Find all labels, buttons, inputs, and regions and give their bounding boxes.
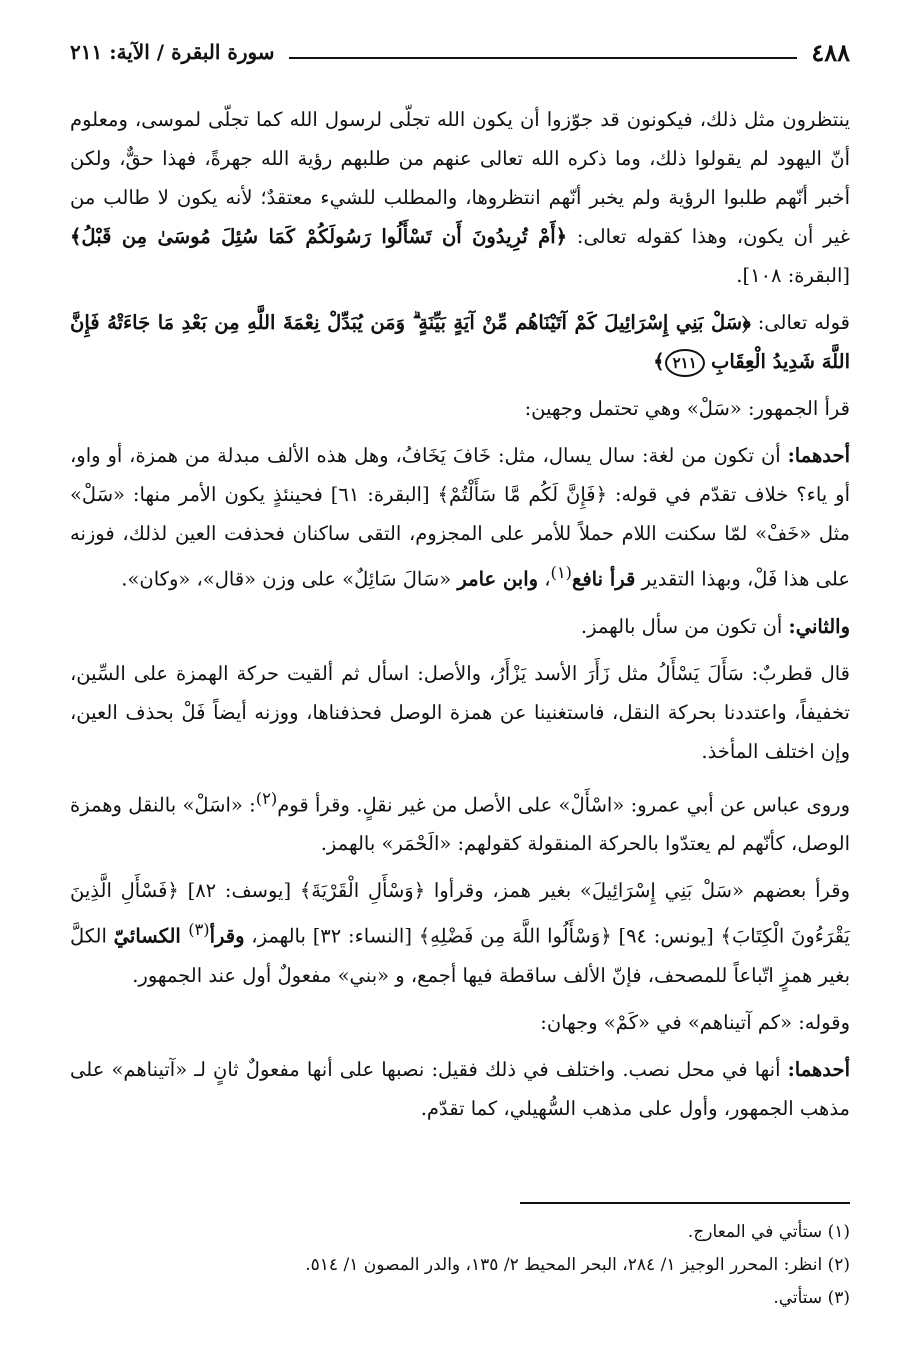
paragraph-text: ينتظرون مثل ذلك، فيكونون قد جوّزوا أن يكون الله تجلّى لرسول الله كما تجلّى لموسى، ومعلوم أنّ اليهود لم يقولوا ذلك، وما ذكره الله تعالى عنهم من طلبهم رؤية الله جهرةً، فهذا حقٌّ، ولكن أخبر أنّهم طلبوا الرؤية ولم يخبر أنّهم انتظروها، والمطلب للشيء معتقدٌ؛ لأنه يكون لا طالب من غير أن يكون، وهذا كقوله تعالى: — [70, 108, 851, 248]
paragraph-text: وروى عباس عن أبي عمرو: «اسْأَلْ» على الأصل من غير نقلٍ. وقرأ قوم — [277, 793, 850, 816]
paragraph-text: أنها في محل نصب. واختلف في ذلك فقيل: نصبها على أنها مفعولٌ ثانٍ لـ «آتيناهم» على مذهب الجمهور، وأول على مذهب السُّهيلي، كما تقدّم. — [70, 1057, 850, 1120]
paragraph-lead: أحدهما: — [787, 1057, 850, 1081]
paragraph-text: أن تكون من لغة: سال يسال، مثل: خَافَ يَخَافُ، وهل هذه الألف مبدلة من همزة، أو واو، أو ياء؟ خلاف تقدّم في قوله: ﴿فَإِنَّ لَكُم مَّا سَأَلْتُمْ﴾ [البقرة: ٦١] فحينئذٍ يكون الأمر منها: «سَلْ» مثل «خَفْ» لمّا سكنت اللام حملاً للأمر على المجزوم، التقى ساكنان فحذفت العين لذلك، فوزنه على هذا فَلْ، وبهذا التقدير — [70, 444, 850, 591]
paragraph-lead: قوله تعالى: — [750, 311, 851, 334]
paragraph-7 — [70, 779, 850, 864]
footnote-3: (٣) ستأتي. — [773, 1288, 850, 1308]
paragraph-text: وقوله: «كم آتيناهم» في «كَمْ» وجهان: — [540, 1010, 850, 1034]
paragraph-text: قرأ الجمهور: «سَلْ» وهي تحتمل وجهين: — [524, 397, 850, 420]
footnote-divider — [520, 1202, 850, 1204]
paragraph-3 — [70, 389, 850, 428]
paragraph-lead: والثاني: — [788, 614, 850, 638]
footnote-2: (٢) انظر: المحرر الوجيز ١/ ٢٨٤، البحر المحيط ٢/ ١٣٥، والدر المصون ١/ ٥١٤. — [305, 1255, 850, 1275]
reader-name: وقرأ — [209, 924, 245, 948]
paragraph-text: : «اسَلْ» بالنقل وهمزة الوصل، كأنّهم لم يعتدّوا بالحركة المنقولة كقولهم: «الَحْمَر» بالهمز. — [70, 793, 850, 855]
paragraph-10 — [70, 1050, 850, 1128]
footnote-1: (١) ستأتي في المعارج. — [687, 1222, 850, 1242]
paragraph-text: وقرأ بعضهم «سَلْ بَنِي إِسْرَائِيلَ» بغير همز، وقرأوا ﴿وَسْأَلِ الْقَرْيَةَ﴾ [يوسف: ٨٢] ﴿فَسْأَلِ الَّذِينَ يَقْرَءُونَ الْكِتَابَ﴾ [يونس: ٩٤] ﴿وَسْأَلُوا اللَّهَ مِن فَضْلِهِ﴾ [النساء: ٣٢] بالهمز، — [70, 879, 851, 948]
footnote-marker: (٣) — [188, 920, 210, 939]
paragraph-text: قال قطربٌ: سَأَلَ يَسْأَلُ مثل زَأَرَ الأسد يَزْأَرُ، والأصل: اسأل ثم ألقيت حركة الهمزة على السِّين، تخفيفاً، واعتددنا بحركة النقل، فاستغنينا عن همزة الوصل فحذفناها، ووزنه أيضاً فَلْ بحذف العين، وإن اختلف المأخذ. — [70, 661, 850, 763]
paragraph-1 — [70, 100, 850, 295]
verse-reference: [البقرة: ١٠٨]. — [736, 264, 850, 287]
paragraph-2 — [70, 303, 850, 381]
page-number: ٤٨٨ — [811, 37, 850, 67]
quran-verse: ﴿أَمْ تُرِيدُونَ أَن تَسْأَلُوا رَسُولَكُمْ كَمَا سُئِلَ مُوسَىٰ مِن قَبْلُ﴾ — [70, 225, 568, 248]
paragraph-9 — [70, 1003, 850, 1042]
reader-name: الكسائيّ — [113, 924, 189, 948]
quran-verse: ﴿سَلْ بَنِي إِسْرَائِيلَ كَمْ آتَيْنَاهُم مِّنْ آيَةٍ بَيِّنَةٍ ۗ وَمَن يُبَدِّلْ نِعْمَةَ اللَّهِ مِن بَعْدِ مَا جَاءَتْهُ فَإِنَّ اللَّهَ شَدِيدُ الْعِقَابِ — [70, 311, 850, 373]
paragraph-text: «سَالَ سَائِلٌ» على وزن «قال»، «وكان». — [121, 567, 458, 591]
paragraph-text: ، — [538, 567, 551, 591]
book-page — [70, 30, 850, 1340]
page-header — [70, 30, 850, 74]
footnotes — [70, 1216, 850, 1315]
surah-reference: سورة البقرة / الآية: ٢١١ — [70, 40, 275, 64]
quran-verse-close: ﴾ — [653, 350, 665, 373]
ayah-number-badge: ٢١١ — [665, 349, 705, 377]
paragraph-lead: أحدهما: — [787, 444, 850, 467]
paragraph-text: أن تكون من سأل بالهمز. — [580, 614, 789, 638]
reader-name: وابن عامر — [457, 567, 539, 591]
paragraph-8 — [70, 871, 850, 995]
header-rule — [289, 57, 798, 59]
paragraph-6 — [70, 654, 850, 771]
paragraph-text: الكلَّ بغير همزٍ اتّباعاً للمصحف، فإنّ الألف ساقطة فيها أجمع، و «بني» مفعولٌ أول عند الجمهور. — [70, 924, 850, 987]
reader-name: قرأ نافع — [571, 567, 636, 591]
paragraph-5 — [70, 607, 850, 646]
main-text — [70, 100, 850, 1128]
footnote-marker: (١) — [550, 563, 572, 582]
footnote-marker: (٢) — [255, 788, 278, 808]
paragraph-4 — [70, 436, 850, 599]
